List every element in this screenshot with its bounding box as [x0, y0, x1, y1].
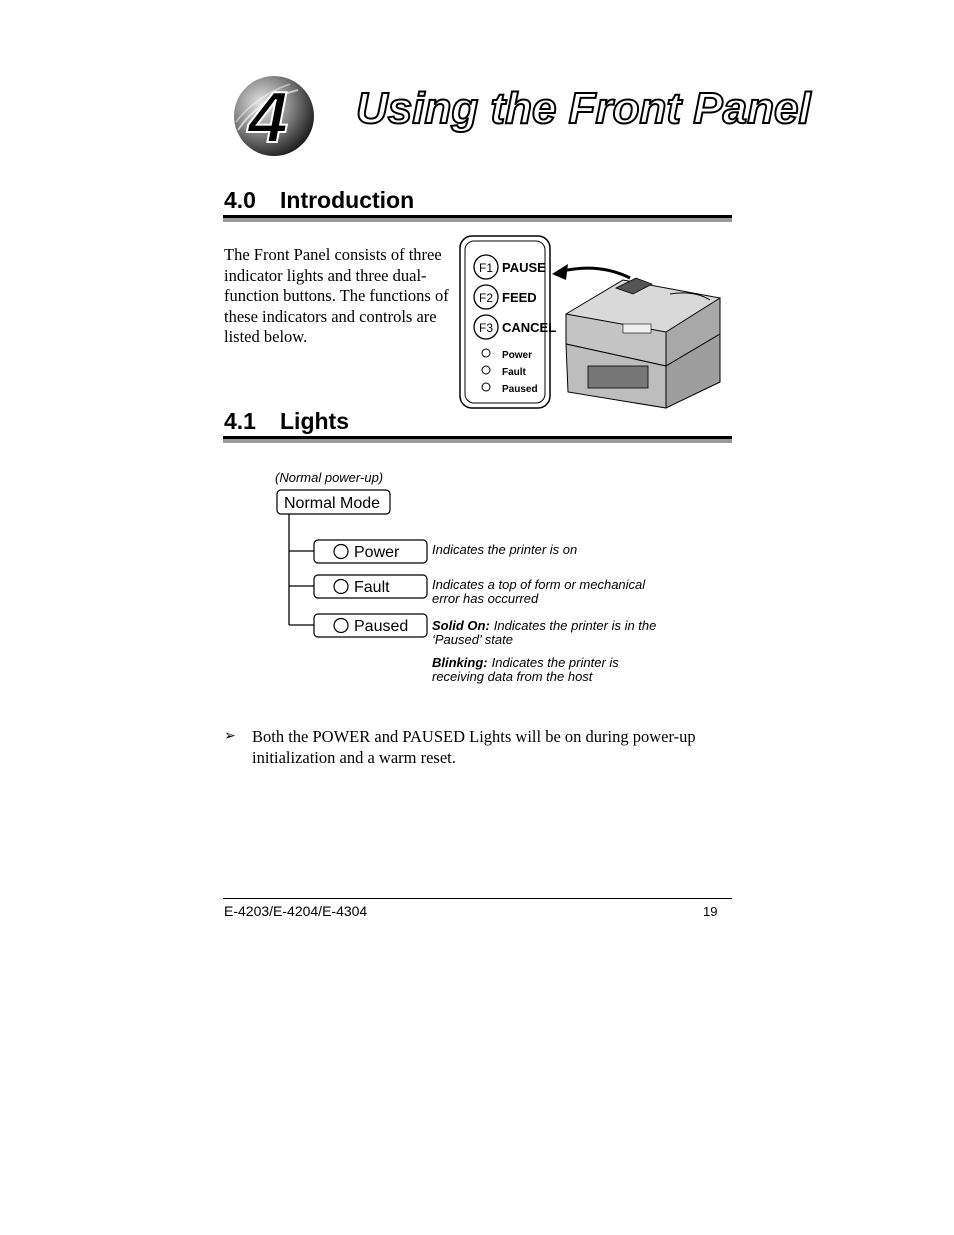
light-row-fault: [314, 575, 646, 606]
panel-button-f1: [474, 255, 546, 279]
lights-diagram: [270, 465, 690, 690]
light-desc: Indicates the printer is on: [432, 542, 578, 557]
panel-light-fault: [482, 366, 527, 378]
section-title: Lights: [280, 408, 349, 434]
svg-text:Blinking:Indicates the printer: [432, 655, 619, 670]
panel-light-paused: [482, 383, 538, 395]
footer-model: E-4203/E-4204/E-4304: [224, 903, 368, 919]
light-row-power: [314, 540, 577, 563]
chapter-number-badge: [228, 70, 316, 158]
panel-button-f3: [474, 315, 556, 339]
button-label: FEED: [502, 290, 537, 305]
section-rule: [223, 215, 732, 222]
light-circle-icon: [334, 619, 348, 633]
light-name: Fault: [354, 579, 390, 596]
printer-illustration: [566, 278, 720, 408]
light-desc: Indicates the printer is in the: [493, 618, 657, 633]
svg-text:Fault: Fault: [502, 367, 526, 378]
intro-paragraph: The Front Panel consists of three indicator lights and three dual-function buttons. The functions of these indicators and controls are listed below.: [224, 245, 449, 346]
section-heading-introduction: [224, 187, 414, 214]
svg-text:Paused: Paused: [502, 384, 538, 395]
button-label: CANCEL: [502, 320, 557, 335]
arrow-icon: [558, 268, 630, 278]
svg-text:Power: Power: [502, 350, 533, 361]
diagram-caption: (Normal power-up): [275, 470, 384, 485]
light-desc: error has occurred: [432, 591, 539, 606]
light-circle-icon: [334, 545, 348, 559]
light-name: Paused: [354, 618, 409, 635]
arrow-bullet-icon: ➢: [224, 728, 236, 744]
section-title: Introduction: [280, 187, 415, 213]
panel-light-power: [482, 349, 532, 361]
page-number: 19: [703, 904, 718, 919]
chapter-number: 4: [247, 78, 289, 158]
light-desc: ‘Paused’ state: [432, 632, 513, 647]
light-row-paused: [314, 614, 656, 684]
svg-text:Solid On:Indicates the printer: [432, 618, 656, 633]
tree-connector: [289, 514, 314, 625]
section-heading-lights: [224, 408, 349, 435]
solid-label: Solid On:: [432, 618, 490, 633]
footer-rule: [223, 898, 732, 899]
button-key: F3: [478, 321, 494, 335]
light-circle-icon: [334, 580, 348, 594]
front-panel-figure: [458, 234, 738, 412]
panel-button-f2: [474, 285, 537, 309]
section-rule: [223, 436, 732, 443]
chapter-title: Using the Front Panel: [356, 84, 811, 133]
section-number: 4.0: [224, 187, 256, 213]
light-desc: receiving data from the host: [432, 669, 593, 684]
light-desc: Indicates a top of form or mechanical: [432, 577, 646, 592]
button-key: F2: [478, 291, 494, 305]
button-key: F1: [478, 261, 494, 275]
light-name: Power: [354, 544, 400, 561]
button-label: PAUSE: [502, 260, 546, 275]
blink-label: Blinking:: [432, 655, 488, 670]
mode-label: Normal Mode: [284, 495, 381, 512]
section-number: 4.1: [224, 408, 256, 434]
bullet-text: Both the POWER and PAUSED Lights will be on during power-up initialization and a warm reset.: [252, 727, 696, 767]
light-desc: Indicates the printer is: [491, 655, 619, 670]
